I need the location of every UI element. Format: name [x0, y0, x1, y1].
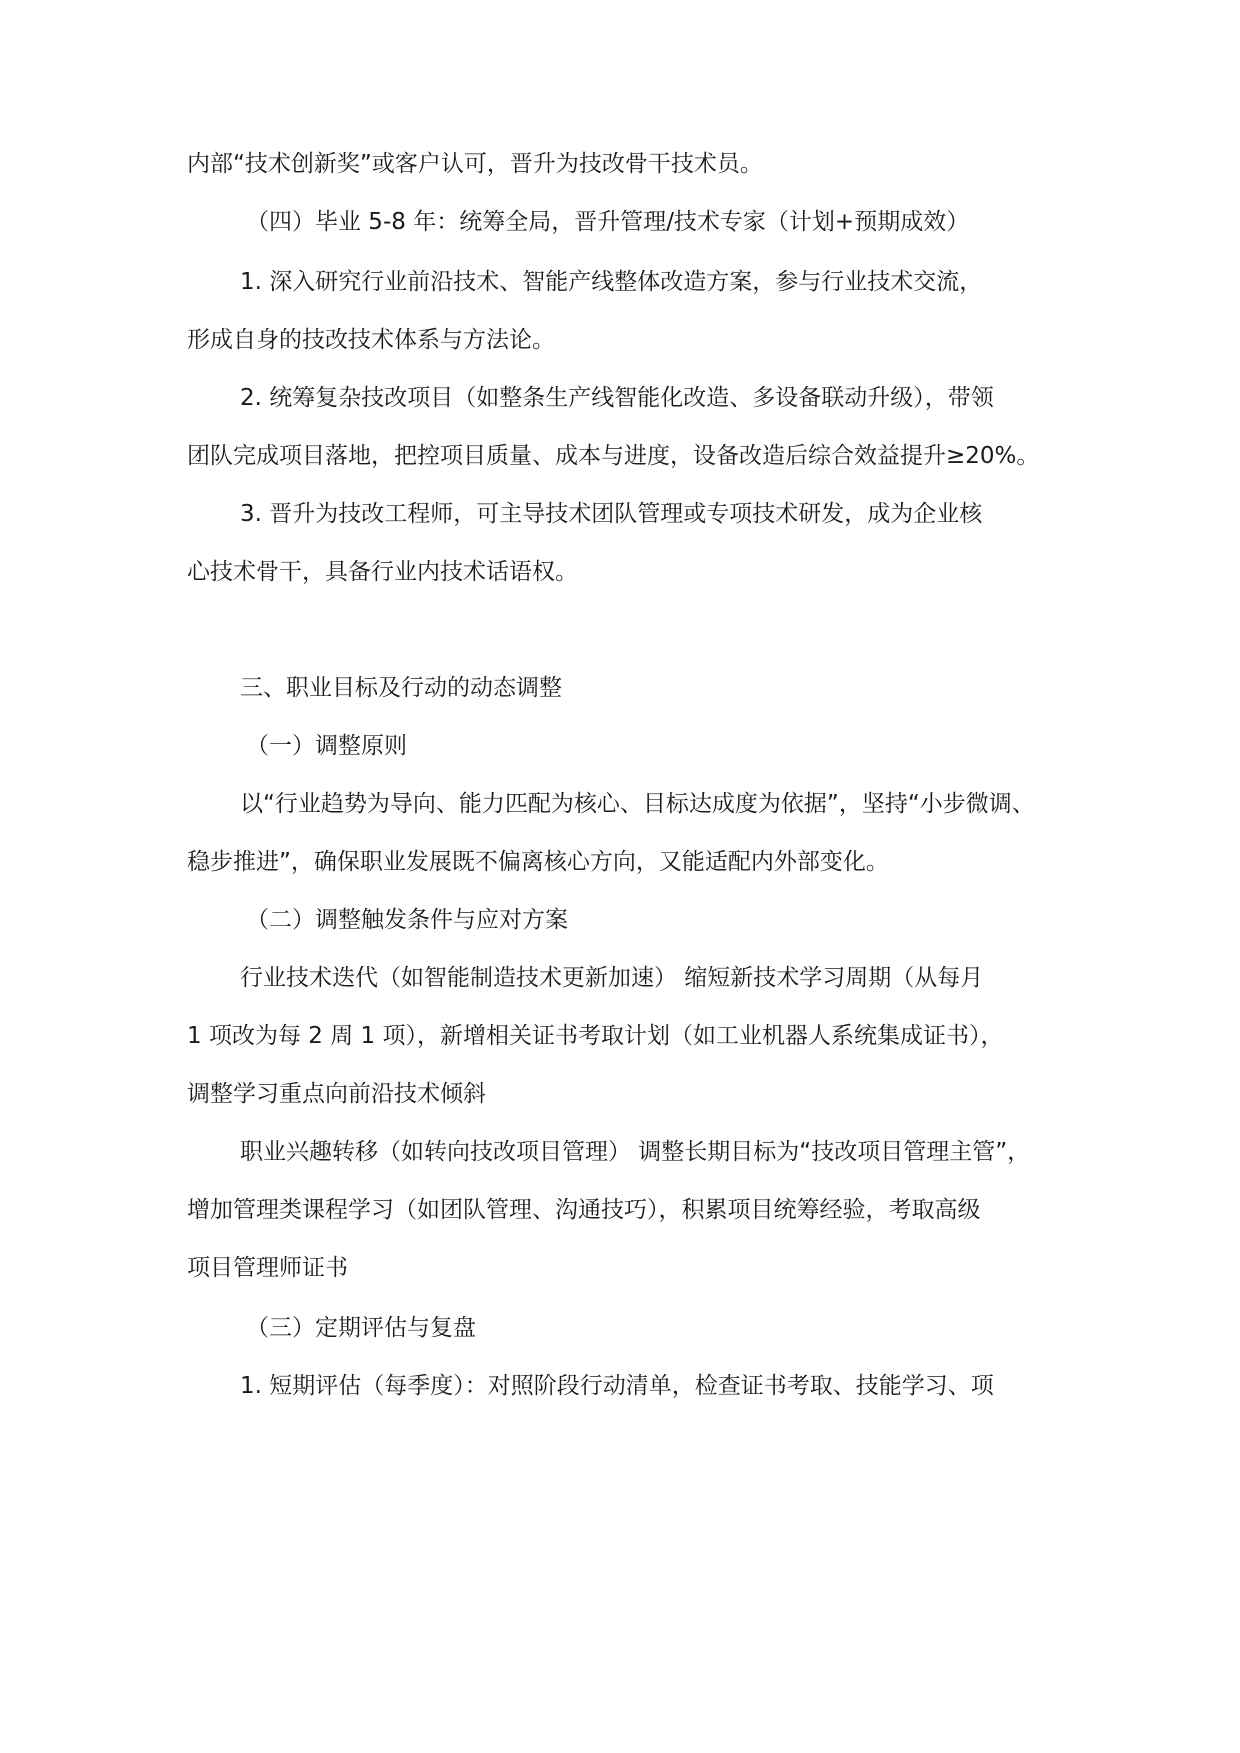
principle-line-2: 稳步推进”，确保职业发展既不偏离核心方向，又能适配内外部变化。	[187, 849, 889, 875]
trigger-1-line-2: 1 项改为每 2 周 1 项），新增相关证书考取计划（如工业机器人系统集成证书），	[187, 1023, 1004, 1049]
subsection-heading-2: （二）调整触发条件与应对方案	[246, 907, 568, 933]
list-item-1-line-1: 1. 深入研究行业前沿技术、智能产线整体改造方案，参与行业技术交流，	[240, 269, 983, 295]
subsection-heading-3: （三）定期评估与复盘	[246, 1315, 476, 1341]
list-item-2-line-2: 团队完成项目落地，把控项目质量、成本与进度，设备改造后综合效益提升≥20%。	[187, 443, 1040, 469]
paragraph-continuation: 内部“技术创新奖”或客户认可，晋升为技改骨干技术员。	[187, 151, 763, 177]
principle-line-1: 以“行业趋势为导向、能力匹配为核心、目标达成度为依据”，坚持“小步微调、	[240, 791, 1035, 817]
trigger-2-line-1: 职业兴趣转移（如转向技改项目管理） 调整长期目标为“技改项目管理主管”，	[240, 1139, 1031, 1165]
list-item-1-line-2: 形成自身的技改技术体系与方法论。	[187, 327, 555, 353]
trigger-1-line-1: 行业技术迭代（如智能制造技术更新加速） 缩短新技术学习周期（从每月	[240, 965, 984, 991]
list-item-2-line-1: 2. 统筹复杂技改项目（如整条生产线智能化改造、多设备联动升级），带领	[240, 385, 994, 411]
part-3-title: 三、职业目标及行动的动态调整	[240, 675, 562, 701]
trigger-2-line-2: 增加管理类课程学习（如团队管理、沟通技巧），积累项目统筹经验，考取高级	[187, 1197, 981, 1223]
list-item-3-line-1: 3. 晋升为技改工程师，可主导技术团队管理或专项技术研发，成为企业核	[240, 501, 983, 527]
evaluation-item-1-line-1: 1. 短期评估（每季度）：对照阶段行动清单，检查证书考取、技能学习、项	[240, 1373, 994, 1399]
subsection-heading-1: （一）调整原则	[246, 733, 407, 759]
section-heading-4: （四）毕业 5-8 年：统筹全局，晋升管理/技术专家（计划+预期成效）	[246, 209, 970, 235]
list-item-3-line-2: 心技术骨干，具备行业内技术话语权。	[187, 559, 578, 585]
trigger-1-line-3: 调整学习重点向前沿技术倾斜	[187, 1081, 486, 1107]
trigger-2-line-3: 项目管理师证书	[187, 1255, 348, 1281]
